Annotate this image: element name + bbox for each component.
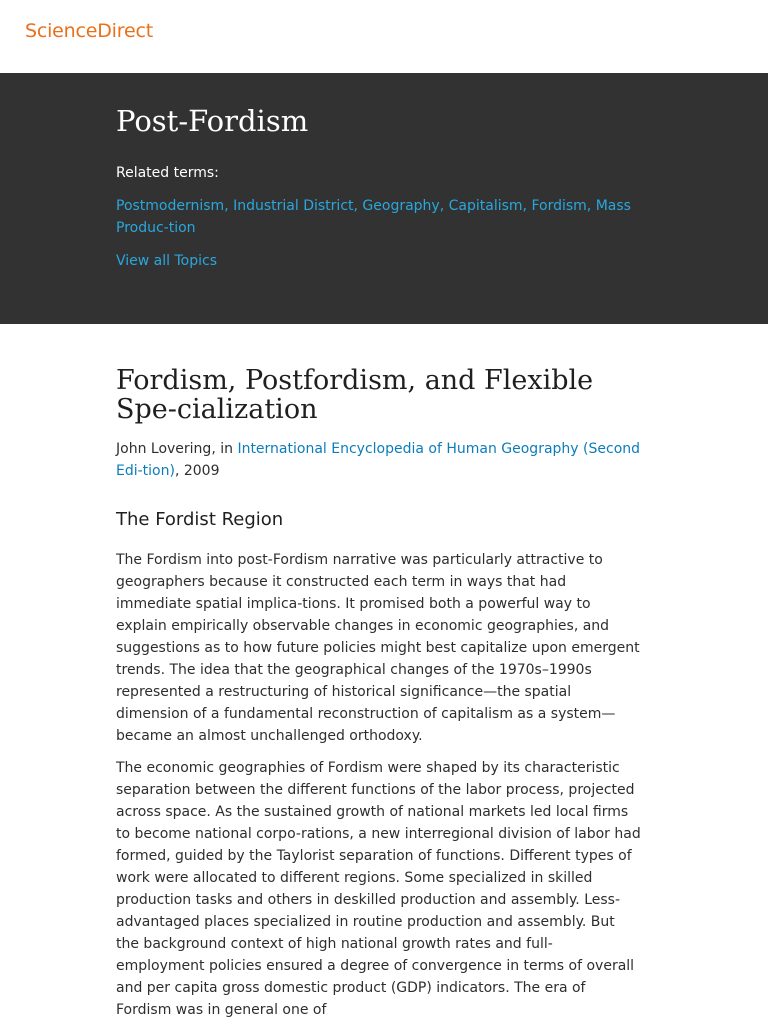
related-term-capitalism[interactable]: Capitalism — [448, 198, 523, 214]
section-heading: The Fordist Region — [116, 509, 284, 530]
topic-title: Post-Fordism — [116, 104, 309, 138]
article-content — [116, 366, 641, 1021]
article-title[interactable]: Fordism, Postfordism, and Flexible Spe-cialization — [116, 365, 594, 425]
related-term-postmodernism[interactable]: Postmodernism — [116, 198, 225, 214]
related-term-industrial-district[interactable]: Industrial District — [233, 198, 354, 214]
top-bar — [0, 0, 768, 73]
related-term-mass-production[interactable]: Mass Produc-tion — [116, 198, 631, 236]
article-paragraph: The economic geographies of Fordism were shaped by its characteristic separation between the different functions of the labor process, projected across space. As the sustained growth of national markets led local firms to become national corpo-rations, a new interregional division of labor had formed, guided by the Taylorist separation of functions. Different types of work were allocated to different regions. Some specialized in skilled production tasks and others in deskilled production and assembly. Less-advantaged places specialized in routine production and assembly. But the background context of high national growth rates and full-employment policies ensured a degree of convergence in terms of overall and per capita gross domestic product (GDP) indicators. The era of Fordism was in general one of — [116, 760, 641, 1018]
related-term-fordism[interactable]: Fordism — [531, 198, 587, 214]
article-paragraph: The Fordism into post-Fordism narrative was particularly attractive to geographers because it constructed each term in ways that had immediate spatial implica-tions. It promised both a powerful way to explain empirically observable changes in economic geographies, and suggestions as to how future policies might best capitalize upon emergent trends. The idea that the geographical changes of the 1970s–1990s represented a restructuring of historical significance—the spatial dimension of a fundamental reconstruction of capitalism as a system—became an almost unchallenged orthodoxy. — [116, 552, 640, 744]
related-terms-list: Postmodernism, Industrial District, Geography, Capitalism, Fordism, Mass Produc-tion — [116, 198, 631, 236]
topic-header-content — [116, 101, 641, 271]
related-term-geography[interactable]: Geography — [362, 198, 440, 214]
related-terms-label: Related terms: — [116, 165, 219, 181]
article-byline — [116, 438, 641, 482]
source-link[interactable]: International Encyclopedia of Human Geography (Second Edi-tion) — [116, 441, 641, 479]
sciencedirect-logo[interactable]: ScienceDirect — [25, 20, 153, 42]
topic-header — [0, 73, 768, 324]
publication-year: , 2009 — [174, 463, 220, 479]
author-name: John Lovering, in — [116, 441, 238, 457]
view-all-topics-link[interactable]: View all Topics — [116, 253, 217, 269]
